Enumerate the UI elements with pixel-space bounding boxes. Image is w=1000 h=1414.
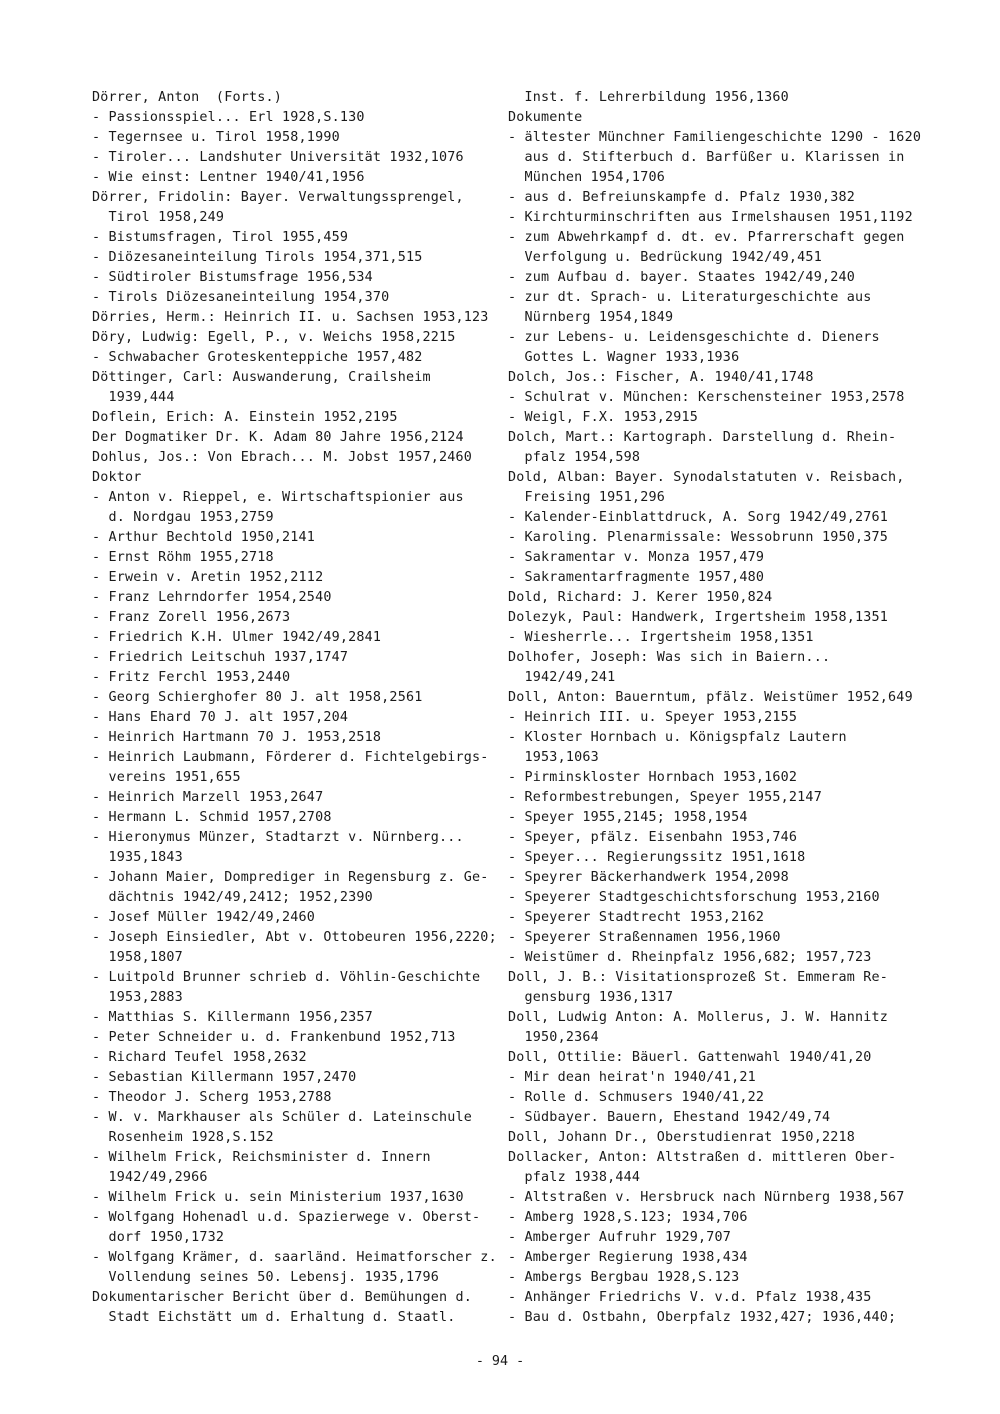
index-line: - zum Abwehrkampf d. dt. ev. Pfarrerschaft gegen — [508, 230, 905, 245]
index-line: - Rolle d. Schmusers 1940/41,22 — [508, 1090, 765, 1105]
index-line: - aus d. Befreiunskampfe d. Pfalz 1930,382 — [508, 190, 855, 205]
index-line: - Kirchturminschriften aus Irmelshausen 1951,1192 — [508, 210, 913, 225]
index-line: - ältester Münchner Familiengeschichte 1290 - 1620 — [508, 130, 922, 145]
index-line: - Amberg 1928,S.123; 1934,706 — [508, 1210, 748, 1225]
index-line: Verfolgung u. Bedrückung 1942/49,451 — [508, 250, 822, 265]
index-line: Dokumente — [508, 110, 583, 125]
left-column — [92, 88, 497, 1328]
index-line: Dörrer, Anton (Forts.) — [92, 90, 283, 105]
index-line: dächtnis 1942/49,2412; 1952,2390 — [92, 890, 373, 905]
index-line: Rosenheim 1928,S.152 — [92, 1130, 274, 1145]
index-line: - Weistümer d. Rheinpfalz 1956,682; 1957,723 — [508, 950, 872, 965]
index-line: - Südtiroler Bistumsfrage 1956,534 — [92, 270, 373, 285]
index-line: - Bau d. Ostbahn, Oberpfalz 1932,427; 1936,440; — [508, 1310, 897, 1325]
index-line: Dold, Alban: Bayer. Synodalstatuten v. Reisbach, — [508, 470, 905, 485]
index-line: - Josef Müller 1942/49,2460 — [92, 910, 316, 925]
index-line: - Amberger Regierung 1938,434 — [508, 1250, 748, 1265]
index-line: - Schulrat v. München: Kerschensteiner 1953,2578 — [508, 390, 905, 405]
index-line: - Wolfgang Krämer, d. saarländ. Heimatforscher z. — [92, 1250, 497, 1265]
index-line: München 1954,1706 — [508, 170, 665, 185]
index-line: - Tiroler... Landshuter Universität 1932,1076 — [92, 150, 464, 165]
index-line: - Friedrich K.H. Ulmer 1942/49,2841 — [92, 630, 382, 645]
index-line: - Bistumsfragen, Tirol 1955,459 — [92, 230, 349, 245]
index-line: - Karoling. Plenarmissale: Wessobrunn 1950,375 — [508, 530, 889, 545]
index-line: - Südbayer. Bauern, Ehestand 1942/49,74 — [508, 1110, 831, 1125]
index-line: Doll, Ottilie: Bäuerl. Gattenwahl 1940/41,20 — [508, 1050, 872, 1065]
index-line: - Speyerer Straßennamen 1956,1960 — [508, 930, 781, 945]
index-line: Doll, Johann Dr., Oberstudienrat 1950,2218 — [508, 1130, 855, 1145]
index-line: Inst. f. Lehrerbildung 1956,1360 — [508, 90, 789, 105]
index-line: Dokumentarischer Bericht über d. Bemühungen d. — [92, 1290, 473, 1305]
index-line: - Heinrich Hartmann 70 J. 1953,2518 — [92, 730, 382, 745]
index-line: - Wilhelm Frick, Reichsminister d. Innern — [92, 1150, 431, 1165]
index-line: 1939,444 — [92, 390, 175, 405]
index-line: - Joseph Einsiedler, Abt v. Ottobeuren 1956,2220; — [92, 930, 497, 945]
index-line: 1935,1843 — [92, 850, 183, 865]
index-line: - Sakramentar v. Monza 1957,479 — [508, 550, 765, 565]
index-line: 1942/49,241 — [508, 670, 616, 685]
index-line: 1950,2364 — [508, 1030, 599, 1045]
index-line: - Peter Schneider u. d. Frankenbund 1952,713 — [92, 1030, 456, 1045]
index-line: 1953,2883 — [92, 990, 183, 1005]
index-line: - Heinrich III. u. Speyer 1953,2155 — [508, 710, 798, 725]
index-line: - Anhänger Friedrichs V. v.d. Pfalz 1938,435 — [508, 1290, 872, 1305]
index-line: Dohlus, Jos.: Von Ebrach... M. Jobst 1957,2460 — [92, 450, 473, 465]
index-line: - Ambergs Bergbau 1928,S.123 — [508, 1270, 740, 1285]
index-line: Dollacker, Anton: Altstraßen d. mittleren Ober- — [508, 1150, 897, 1165]
index-line: - Arthur Bechtold 1950,2141 — [92, 530, 316, 545]
index-line: - Franz Zorell 1956,2673 — [92, 610, 291, 625]
index-line: - Reformbestrebungen, Speyer 1955,2147 — [508, 790, 822, 805]
index-line: 1953,1063 — [508, 750, 599, 765]
index-line: - zur dt. Sprach- u. Literaturgeschichte aus — [508, 290, 872, 305]
index-line: Freising 1951,296 — [508, 490, 665, 505]
index-line: Doflein, Erich: A. Einstein 1952,2195 — [92, 410, 398, 425]
index-line: Dolch, Mart.: Kartograph. Darstellung d. Rhein- — [508, 430, 897, 445]
index-line: Döry, Ludwig: Egell, P., v. Weichs 1958,2215 — [92, 330, 456, 345]
index-line: 1958,1807 — [92, 950, 183, 965]
index-line: pfalz 1938,444 — [508, 1170, 641, 1185]
index-line: Doktor — [92, 470, 142, 485]
index-line: Gottes L. Wagner 1933,1936 — [508, 350, 740, 365]
index-line: - Hermann L. Schmid 1957,2708 — [92, 810, 332, 825]
index-line: - Speyer, pfälz. Eisenbahn 1953,746 — [508, 830, 798, 845]
index-line: Dörrer, Fridolin: Bayer. Verwaltungssprengel, — [92, 190, 464, 205]
index-line: - Johann Maier, Domprediger in Regensburg z. Ge- — [92, 870, 489, 885]
index-line: Tirol 1958,249 — [92, 210, 225, 225]
index-line: - zur Lebens- u. Leidensgeschichte d. Dieners — [508, 330, 880, 345]
page-number: - 94 - — [475, 1354, 525, 1369]
index-line: - Matthias S. Killermann 1956,2357 — [92, 1010, 373, 1025]
index-line: - Tegernsee u. Tirol 1958,1990 — [92, 130, 340, 145]
index-line: pfalz 1954,598 — [508, 450, 641, 465]
index-line: - Diözesaneinteilung Tirols 1954,371,515 — [92, 250, 423, 265]
index-line: Doll, Anton: Bauerntum, pfälz. Weistümer 1952,649 — [508, 690, 913, 705]
index-line: gensburg 1936,1317 — [508, 990, 674, 1005]
index-line: - Kloster Hornbach u. Königspfalz Lautern — [508, 730, 847, 745]
index-line: - Passionsspiel... Erl 1928,S.130 — [92, 110, 365, 125]
index-line: 1942/49,2966 — [92, 1170, 208, 1185]
index-line: - Amberger Aufruhr 1929,707 — [508, 1230, 732, 1245]
index-line: d. Nordgau 1953,2759 — [92, 510, 274, 525]
index-line: Nürnberg 1954,1849 — [508, 310, 674, 325]
index-line: Dörries, Herm.: Heinrich II. u. Sachsen 1953,123 — [92, 310, 489, 325]
index-line: - W. v. Markhauser als Schüler d. Lateinschule — [92, 1110, 473, 1125]
index-line: - zum Aufbau d. bayer. Staates 1942/49,240 — [508, 270, 855, 285]
index-line: - Hans Ehard 70 J. alt 1957,204 — [92, 710, 349, 725]
index-line: - Speyerer Stadtrecht 1953,2162 — [508, 910, 765, 925]
index-line: vereins 1951,655 — [92, 770, 241, 785]
index-line: dorf 1950,1732 — [92, 1230, 225, 1245]
index-line: - Speyer... Regierungssitz 1951,1618 — [508, 850, 806, 865]
index-line: - Speyerer Stadtgeschichtsforschung 1953,2160 — [508, 890, 880, 905]
index-line: - Franz Lehrndorfer 1954,2540 — [92, 590, 332, 605]
index-line: - Ernst Röhm 1955,2718 — [92, 550, 274, 565]
index-line: Stadt Eichstätt um d. Erhaltung d. Staatl. — [92, 1310, 456, 1325]
index-line: - Wie einst: Lentner 1940/41,1956 — [92, 170, 365, 185]
index-line: - Altstraßen v. Hersbruck nach Nürnberg 1938,567 — [508, 1190, 905, 1205]
index-line: - Fritz Ferchl 1953,2440 — [92, 670, 291, 685]
index-line: Dold, Richard: J. Kerer 1950,824 — [508, 590, 773, 605]
index-line: - Wolfgang Hohenadl u.d. Spazierwege v. Oberst- — [92, 1210, 481, 1225]
index-line: Doll, Ludwig Anton: A. Mollerus, J. W. Hannitz — [508, 1010, 889, 1025]
index-line: - Schwabacher Groteskenteppiche 1957,482 — [92, 350, 423, 365]
index-line: - Weigl, F.X. 1953,2915 — [508, 410, 699, 425]
index-line: Der Dogmatiker Dr. K. Adam 80 Jahre 1956,2124 — [92, 430, 464, 445]
index-line: - Theodor J. Scherg 1953,2788 — [92, 1090, 332, 1105]
index-line: - Heinrich Marzell 1953,2647 — [92, 790, 324, 805]
index-line: Dolch, Jos.: Fischer, A. 1940/41,1748 — [508, 370, 814, 385]
index-line: - Georg Schierghofer 80 J. alt 1958,2561 — [92, 690, 423, 705]
index-line: - Sakramentarfragmente 1957,480 — [508, 570, 765, 585]
index-line: Doll, J. B.: Visitationsprozeß St. Emmeram Re- — [508, 970, 889, 985]
right-column — [508, 88, 922, 1328]
index-line: - Anton v. Rieppel, e. Wirtschaftspionier aus — [92, 490, 464, 505]
index-line: Dolezyk, Paul: Handwerk, Irgertsheim 1958,1351 — [508, 610, 889, 625]
index-line: - Wilhelm Frick u. sein Ministerium 1937,1630 — [92, 1190, 464, 1205]
index-line: aus d. Stifterbuch d. Barfüßer u. Klarissen in — [508, 150, 905, 165]
index-line: - Sebastian Killermann 1957,2470 — [92, 1070, 357, 1085]
index-line: Vollendung seines 50. Lebensj. 1935,1796 — [92, 1270, 439, 1285]
index-line: - Pirminskloster Hornbach 1953,1602 — [508, 770, 798, 785]
index-line: - Luitpold Brunner schrieb d. Vöhlin-Geschichte — [92, 970, 481, 985]
index-line: - Friedrich Leitschuh 1937,1747 — [92, 650, 349, 665]
index-line: - Speyer 1955,2145; 1958,1954 — [508, 810, 748, 825]
index-line: - Speyrer Bäckerhandwerk 1954,2098 — [508, 870, 789, 885]
index-line: - Richard Teufel 1958,2632 — [92, 1050, 307, 1065]
index-line: - Hieronymus Münzer, Stadtarzt v. Nürnberg... — [92, 830, 464, 845]
index-line: - Tirols Diözesaneinteilung 1954,370 — [92, 290, 390, 305]
index-line: - Kalender-Einblattdruck, A. Sorg 1942/49,2761 — [508, 510, 889, 525]
index-line: - Wiesherrle... Irgertsheim 1958,1351 — [508, 630, 814, 645]
index-line: - Mir dean heirat'n 1940/41,21 — [508, 1070, 756, 1085]
index-line: Döttinger, Carl: Auswanderung, Crailsheim — [92, 370, 431, 385]
index-line: Dolhofer, Joseph: Was sich in Baiern... — [508, 650, 831, 665]
index-line: - Heinrich Laubmann, Förderer d. Fichtelgebirgs- — [92, 750, 489, 765]
index-line: - Erwein v. Aretin 1952,2112 — [92, 570, 324, 585]
